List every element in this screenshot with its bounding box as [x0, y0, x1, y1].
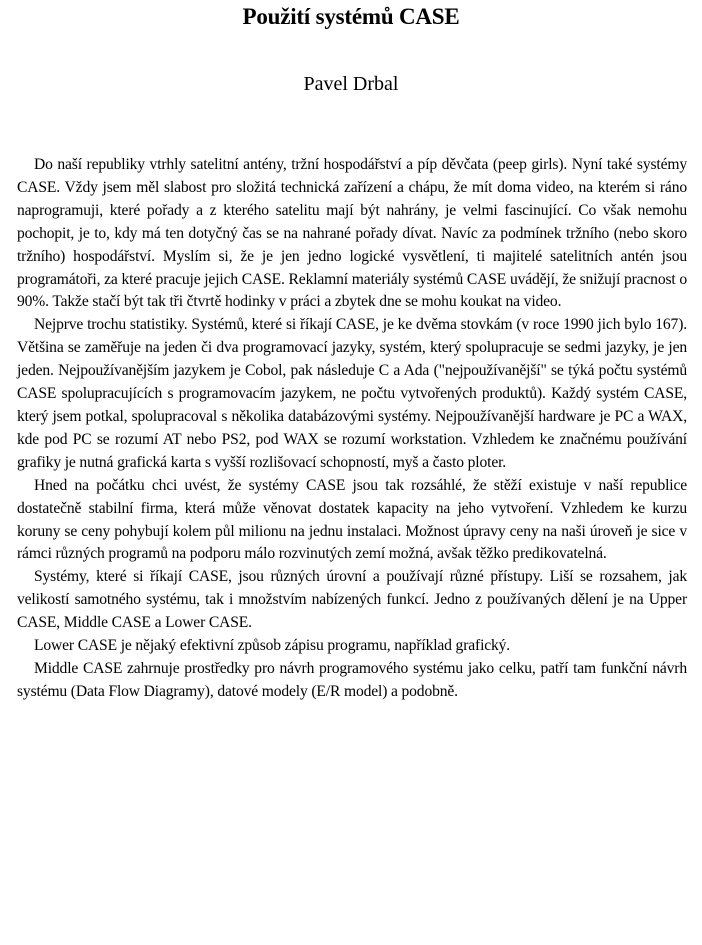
document-title: Použití systémů CASE — [242, 4, 460, 29]
paragraph: Middle CASE zahrnuje prostředky pro návrh programového systému jako celku, patří tam funkční návrh systému (Data Flow Diagramy), datové modely (E/R model) a podobně. — [17, 659, 687, 700]
paragraph: Nejprve trochu statistiky. Systémů, které si říkají CASE, je ke dvěma stovkám (v roce 1990 jich bylo 167). Většina se zaměřuje na jeden či dva programovací jazyky, systém, který spolupracuje se sedmi jazyky, je jen jeden. Nejpoužívanějším jazykem je Cobol, pak následuje C a Ada ("nejpoužívanější" se týká počtu systémů CASE spolupracujících s programovacím jazykem, ne počtu vytvořených produktů). Každý systém CASE, který jsem potkal, spolupracoval s několika databázovými systémy. Nejpoužívanější hardware je PC a WAX, kde pod PC se rozumí AT nebo PS2, pod WAX se rozumí workstation. Vzhledem ke značnému používání grafiky je nutná grafická karta s vyšší rozlišovací schopností, myš a často ploter. — [17, 316, 687, 471]
author-name: Pavel Drbal — [303, 73, 399, 95]
paragraph: Do naší republiky vtrhly satelitní antény, tržní hospodářství a píp děvčata (peep girls). Nyní také systémy CASE. Vždy jsem měl slabost pro složitá technická zařízení a chápu, že mít doma video, na kterém si ráno naprogramuji, které pořady a z kterého satelitu mají být nahrány, je velmi fascinující. Co však nemohu pochopit, je to, kdy má ten dotyčný čas se na nahrané pořady dívat. Navíc za podmínek tržního (nebo skoro tržního) hospodářství. Myslím si, že je jen jedno logické vysvětlení, ti majitelé satelitních antén jsou programátoři, za které pracuje jejich CASE. Reklamní materiály systémů CASE uvádějí, že snižují pracnost o 90%. Takže stačí být tak tři čtvrtě hodinky v práci a zbytek dne se mohu koukat na video. — [17, 156, 687, 311]
article-body — [17, 154, 687, 704]
paragraph: Hned na počátku chci uvést, že systémy CASE jsou tak rozsáhlé, že stěží existuje v naší republice dostatečně stabilní firma, která může věnovat dostatek kapacity na jeho vytvoření. Vzhledem ke kurzu koruny se ceny pohybují kolem půl milionu na jednu instalaci. Možnost úpravy ceny na naši úroveň je sice v rámci různých programů na podporu málo rozvinutých zemí možná, avšak těžko predikovatelná. — [17, 476, 687, 563]
paragraph: Lower CASE je nějaký efektivní způsob zápisu programu, například grafický. — [34, 637, 511, 655]
paragraph: Systémy, které si říkají CASE, jsou různých úrovní a používají různé přístupy. Liší se rozsahem, jak velikostí samotného systému, tak i množstvím nabízených funkcí. Jedno z používaných dělení je na Upper CASE, Middle CASE a Lower CASE. — [17, 568, 687, 632]
